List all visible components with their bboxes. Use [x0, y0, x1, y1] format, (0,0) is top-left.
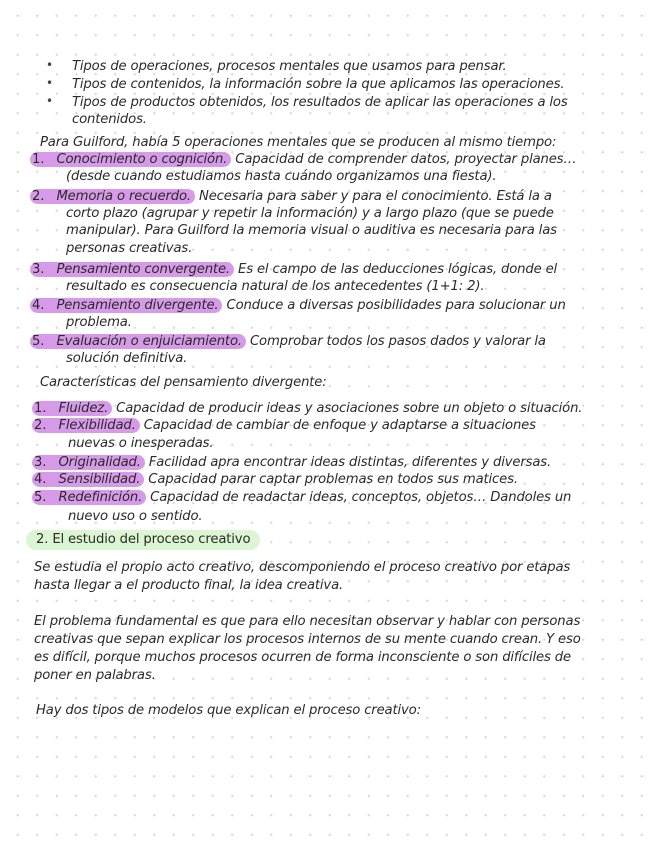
paragraph-line: poner en palabras.: [34, 668, 156, 683]
highlight-term: 1. Fluidez.: [32, 401, 112, 416]
operation-cont: solución definitiva.: [66, 351, 188, 366]
characteristic-item: 2. Flexibilidad. Capacidad de cambiar de enfoque y adaptarse a situaciones: [34, 418, 536, 433]
bullet-dot: •: [46, 76, 53, 90]
bullet-line: Tipos de operaciones, procesos mentales que usamos para pensar.: [72, 59, 507, 74]
bullet-line: Tipos de productos obtenidos, los resultados de aplicar las operaciones a los: [72, 95, 568, 110]
operation-cont: problema.: [66, 315, 132, 330]
highlight-term: 1. Conocimiento o cognición.: [30, 152, 231, 167]
bullet-dot: •: [46, 94, 53, 108]
highlight-term: 5. Redefinición.: [32, 490, 146, 505]
highlight-term: 4. Pensamiento divergente.: [30, 298, 222, 313]
paragraph-line: es difícil, porque muchos procesos ocurren de forma inconsciente o son difíciles de: [34, 650, 571, 665]
paragraph-line: hasta llegar a el producto final, la idea creativa.: [34, 578, 344, 593]
paragraph-line: El problema fundamental es que para ello necesitan observar y hablar con personas: [34, 614, 581, 629]
highlight-term: 4. Sensibilidad.: [32, 472, 144, 487]
operation-item: 3. Pensamiento convergente. Es el campo de las deducciones lógicas, donde el: [32, 262, 558, 277]
characteristic-item: 4. Sensibilidad. Capacidad parar captar problemas en todos sus matices.: [34, 472, 518, 487]
operation-item: 5. Evaluación o enjuiciamiento. Comprobar todos los pasos dados y valorar la: [32, 334, 546, 349]
operation-cont: resultado es consecuencia natural de los antecedentes (1+1: 2).: [66, 279, 485, 294]
operation-cont: (desde cuando estudiamos hasta cuándo organizamos una fiesta).: [66, 169, 497, 184]
highlight-term: 5. Evaluación o enjuiciamiento.: [30, 334, 246, 349]
characteristic-cont: nuevo uso o sentido.: [68, 509, 203, 524]
bullet-line: Tipos de contenidos, la información sobre la que aplicamos las operaciones.: [72, 77, 565, 92]
operation-cont: corto plazo (agrupar y repetir la información) y a largo plazo (que se puede: [66, 206, 554, 221]
operation-item: 2. Memoria o recuerdo. Necesaria para saber y para el conocimiento. Está la a: [32, 189, 552, 204]
highlight-term: 3. Originalidad.: [32, 455, 145, 470]
characteristic-item: 5. Redefinición. Capacidad de readactar ideas, conceptos, objetos… Dandoles un: [34, 490, 572, 505]
paragraph-line: creativas que sepan explicar los procesos internos de su mente cuando crean. Y eso: [34, 632, 581, 647]
highlight-term: 3. Pensamiento convergente.: [30, 262, 234, 277]
divergent-intro: Características del pensamiento divergente:: [40, 375, 327, 390]
characteristic-cont: nuevas o inesperadas.: [68, 436, 214, 451]
characteristic-item: 1. Fluidez. Capacidad de producir ideas y asociaciones sobre un objeto o situación.: [34, 401, 583, 416]
highlight-term: 2. Flexibilidad.: [32, 418, 140, 433]
bullet-line: contenidos.: [72, 112, 147, 127]
highlight-term: 2. Memoria o recuerdo.: [30, 189, 195, 204]
operation-cont: personas creativas.: [66, 241, 193, 256]
bullet-dot: •: [46, 58, 53, 72]
paragraph-line: Hay dos tipos de modelos que explican el proceso creativo:: [36, 703, 421, 718]
operation-item: 4. Pensamiento divergente. Conduce a diversas posibilidades para solucionar un: [32, 298, 566, 313]
section-title: 2. El estudio del proceso creativo: [26, 530, 260, 550]
paragraph-line: Se estudia el propio acto creativo, descomponiendo el proceso creativo por etapas: [34, 560, 571, 575]
guilford-intro: Para Guilford, había 5 operaciones mentales que se producen al mismo tiempo:: [40, 135, 557, 150]
operation-cont: manipular). Para Guilford la memoria visual o auditiva es necesaria para las: [66, 223, 557, 238]
operation-item: 1. Conocimiento o cognición. Capacidad de comprender datos, proyectar planes…: [32, 152, 577, 167]
characteristic-item: 3. Originalidad. Facilidad apra encontrar ideas distintas, diferentes y diversas.: [34, 455, 552, 470]
